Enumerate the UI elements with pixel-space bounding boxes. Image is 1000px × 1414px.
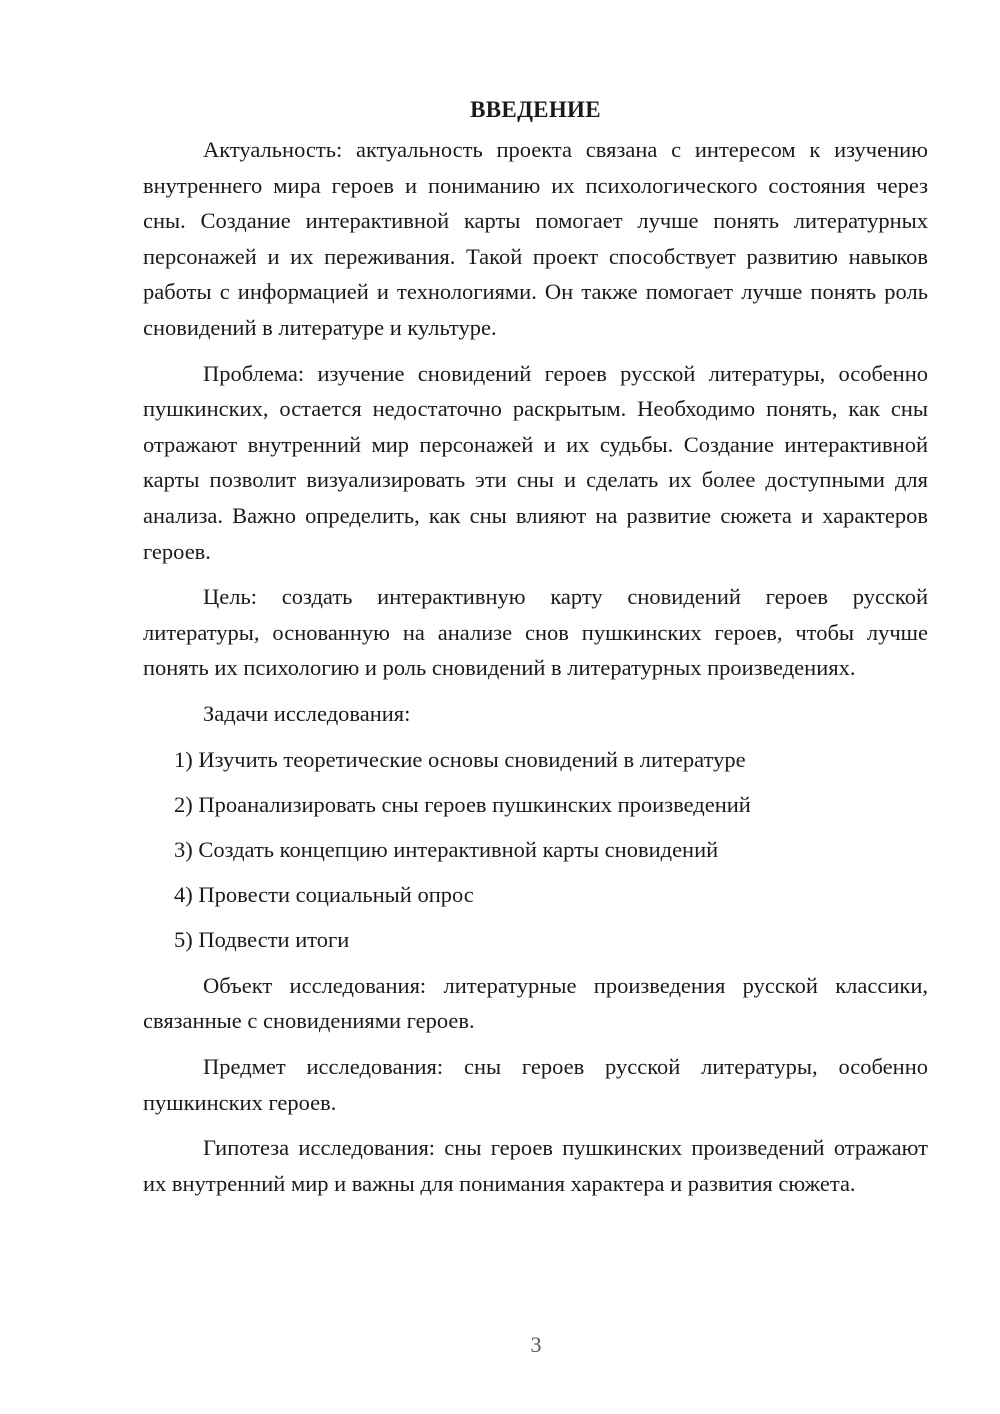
paragraph-hypothesis: Гипотеза исследования: сны героев пушкинских произведений отражают их внутренний мир и важны для понимания характера и развития сюжета. (143, 1135, 928, 1196)
paragraph-relevance: Актуальность: актуальность проекта связана с интересом к изучению внутреннего мира героев и пониманию их психологического состояния через сны. Создание интерактивной карты помогает лучше понять литературных персонажей и их переживания. Такой проект способствует развитию навыков работы с информацией и технологиями. Он также помогает лучше понять роль сновидений в литературе и культуре. (143, 137, 928, 340)
list-item: 5) Подвести итоги (174, 927, 350, 953)
page-title: ВВЕДЕНИЕ (470, 97, 601, 122)
tasks-list (143, 742, 928, 958)
document-page (143, 92, 928, 1211)
paragraph-subject: Предмет исследования: сны героев русской литературы, особенно пушкинских героев. (143, 1054, 928, 1115)
list-item: 2) Проанализировать сны героев пушкинских произведений (174, 791, 751, 817)
page-number: 3 (530, 1332, 542, 1357)
paragraph-object: Объект исследования: литературные произведения русской классики, связанные с сновидениями героев. (143, 972, 928, 1034)
list-item: 3) Создать концепцию интерактивной карты сновидений (174, 836, 719, 862)
list-item: 1) Изучить теоретические основы сновидений в литературе (174, 746, 746, 772)
tasks-heading: Задачи исследования: (203, 700, 411, 726)
list-item: 4) Провести социальный опрос (174, 882, 474, 908)
paragraph-goal: Цель: создать интерактивную карту сновидений героев русской литературы, основанную на анализе снов пушкинских героев, чтобы лучше понять их психологию и роль сновидений в литературных произведениях. (143, 584, 928, 681)
paragraph-problem: Проблема: изучение сновидений героев русской литературы, особенно пушкинских, остается недостаточно раскрытым. Необходимо понять, как сны отражают внутренний мир персонажей и их судьбы. Создание интерактивной карты позволит визуализировать эти сны и сделать их более доступными для анализа. Важно определить, как сны влияют на развитие сюжета и характеров героев. (143, 360, 928, 564)
